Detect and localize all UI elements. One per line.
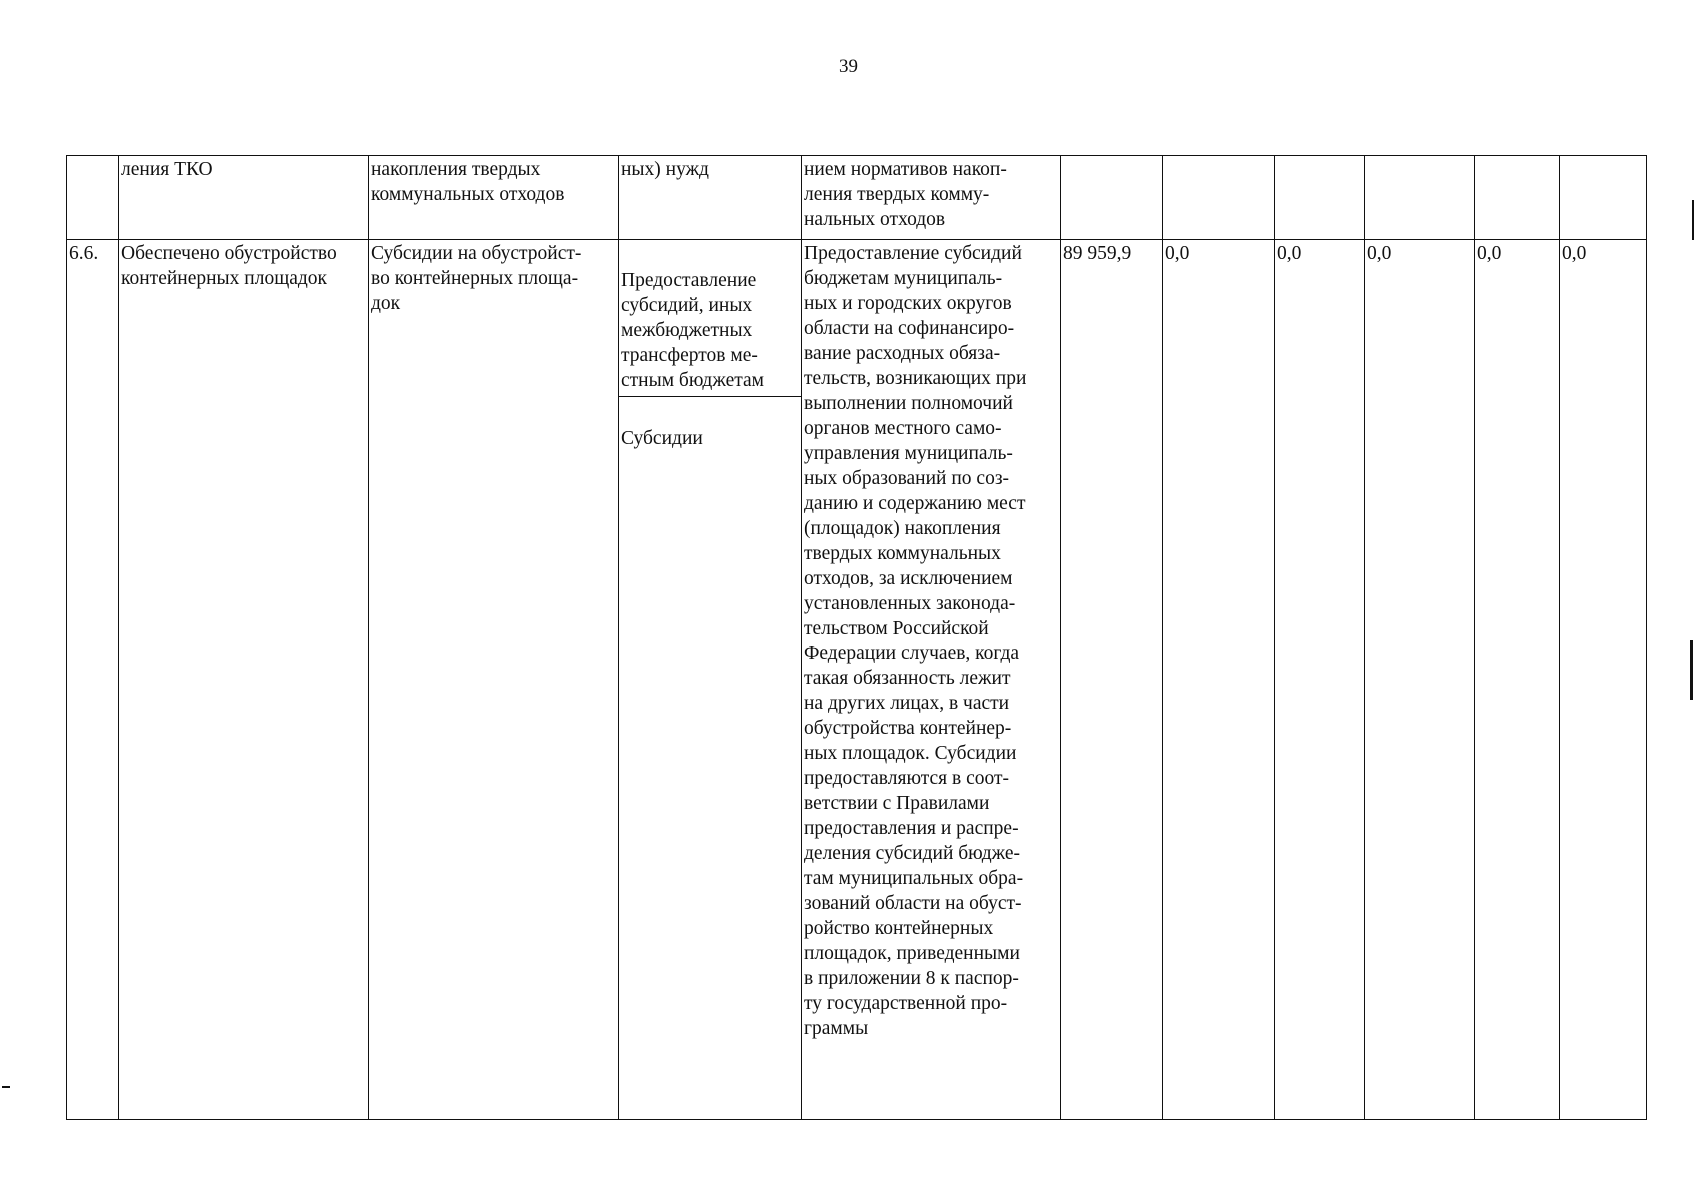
cell-value-4: [1365, 156, 1475, 240]
table-row-6-6: [67, 240, 1647, 1120]
cell-num: 6.6.: [67, 240, 119, 1120]
cell-description: Предоставление субсидий бюджетам муниципаль- ных и городских округов области на софинансиро- вание расходных обяза- тельств, возникающих при выполнении полномочий органов местного само- управления муниципаль- ных образований по соз- данию и содержанию мест (площадок) накопления твердых коммунальных отходов, за исключением установленных законода- тельством Российской Федерации случаев, когда такая обязанность лежит на других лицах, в части обустройства контейнер- ных площадок. Субсидии предоставляются в соот- ветствии с Правилами предоставления и распре- деления субсидий бюдже- там муниципальных обра- зований области на обуст- ройство контейнерных площадок, приведенными в приложении 8 к паспор- ту государственной про- граммы: [802, 240, 1061, 1120]
cell-value-2: [1163, 156, 1275, 240]
cell-description: нием нормативов накоп- ления твердых комму- нальных отходов: [802, 156, 1061, 240]
program-table: [66, 155, 1647, 1120]
scan-margin-mark: [1690, 640, 1693, 700]
cell-value-1: [1061, 156, 1163, 240]
cell-value-5: [1475, 156, 1560, 240]
cell-value-6: [1560, 156, 1647, 240]
table-row-continuation: [67, 156, 1647, 240]
cell-result: ления ТКО: [119, 156, 369, 240]
cell-value-2: 0,0: [1163, 240, 1275, 1120]
cell-result: Обеспечено обустройство контейнерных площадок: [119, 240, 369, 1120]
cell-value-1: 89 959,9: [1061, 240, 1163, 1120]
cell-type: ных) нужд: [619, 156, 802, 240]
cell-num: [67, 156, 119, 240]
cell-value-5: 0,0: [1475, 240, 1560, 1120]
cell-type-bottom: Субсидии: [621, 428, 703, 449]
scan-margin-mark: [1692, 200, 1694, 240]
cell-event: накопления твердых коммунальных отходов: [369, 156, 619, 240]
cell-value-6: 0,0: [1560, 240, 1647, 1120]
cell-event: Субсидии на обустройст- во контейнерных площа- док: [369, 240, 619, 1120]
cell-value-3: 0,0: [1275, 240, 1365, 1120]
cell-value-3: [1275, 156, 1365, 240]
cell-type: [619, 240, 802, 1120]
cell-type-top: Предоставление субсидий, иных межбюджетных трансфертов ме- стным бюджетам: [619, 265, 801, 397]
cell-value-4: 0,0: [1365, 240, 1475, 1120]
scan-margin-mark: [2, 1086, 10, 1088]
page-number: 39: [839, 56, 858, 77]
